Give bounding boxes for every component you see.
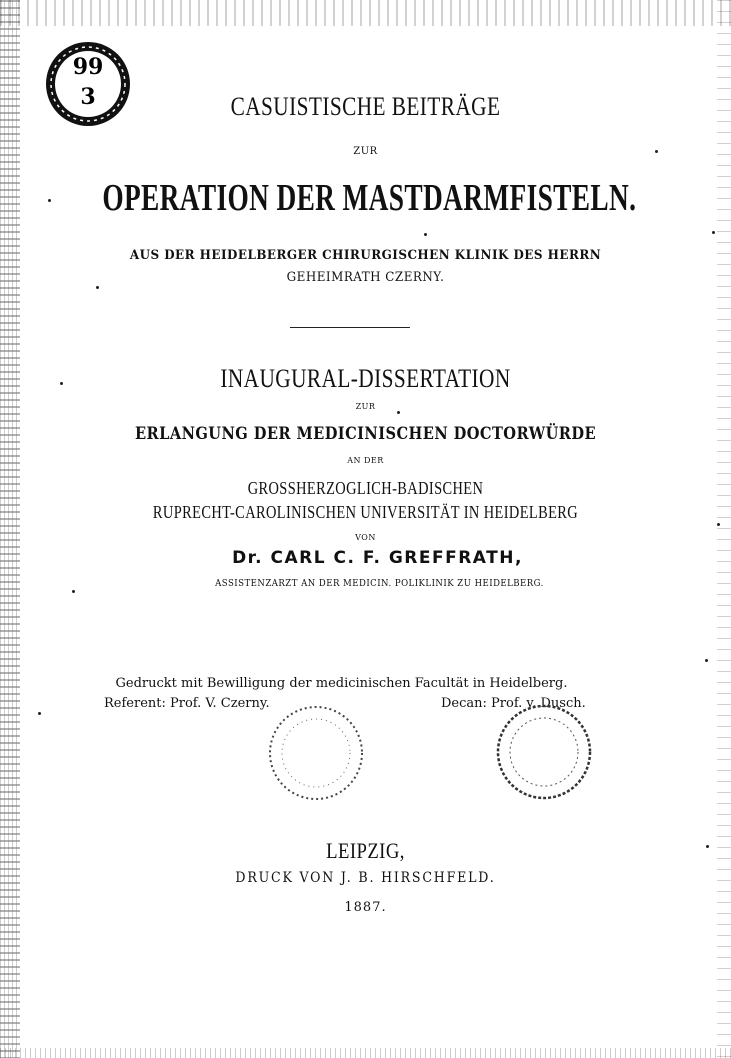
scan-edge-top <box>0 0 731 26</box>
dissertation-an-der: AN DER <box>347 456 384 465</box>
printing-approval: Gedruckt mit Bewilligung der medicinischen Facultät in Heidelberg. <box>115 676 568 691</box>
dissertation-purpose: ERLANGUNG DER MEDICINISCHEN DOCTORWÜRDE <box>134 424 597 444</box>
stamp-number-bottom: 3 <box>80 84 96 110</box>
stamp-number-top: 99 <box>72 54 104 80</box>
subtitle-line-2: GEHEIMRATH CZERNY. <box>286 270 445 285</box>
scan-edge-bottom <box>0 1048 731 1058</box>
faint-library-stamp-right <box>488 702 588 802</box>
stamp-circle-icon <box>488 702 598 802</box>
imprint-printer: DRUCK VON J. B. HIRSCHFELD. <box>235 870 496 886</box>
dissertation-heading: INAUGURAL-DISSERTATION <box>220 364 511 393</box>
stamp-circle-icon <box>266 703 366 803</box>
imprint-city: LEIPZIG, <box>326 838 405 863</box>
divider-rule <box>290 327 410 328</box>
university-line-2: RUPRECHT-CAROLINISCHEN UNIVERSITÄT IN HEIDELBERG <box>152 502 579 522</box>
university-line-1: GROSSHERZOGLICH-BADISCHEN <box>247 478 484 498</box>
title-line-1: CASUISTISCHE BEITRÄGE <box>230 92 501 121</box>
subtitle-line-1: AUS DER HEIDELBERGER CHIRURGISCHEN KLINIK DES HERRN <box>129 248 602 263</box>
title-zur: ZUR <box>353 146 378 157</box>
author-role: ASSISTENZARZT AN DER MEDICIN. POLIKLINIK ZU HEIDELBERG. <box>215 579 544 589</box>
dissertation-von: VON <box>355 533 376 542</box>
referent: Referent: Prof. V. Czerny. <box>104 696 270 711</box>
title-main: OPERATION DER MASTDARMFISTELN. <box>102 177 637 219</box>
author-name: Dr. CARL C. F. GREFFRATH, <box>232 548 523 568</box>
faint-library-stamp-left <box>266 703 366 803</box>
decan: Decan: Prof. v. Dusch. <box>441 696 586 711</box>
dissertation-zur: ZUR <box>355 402 376 411</box>
imprint-year: 1887. <box>344 900 387 915</box>
